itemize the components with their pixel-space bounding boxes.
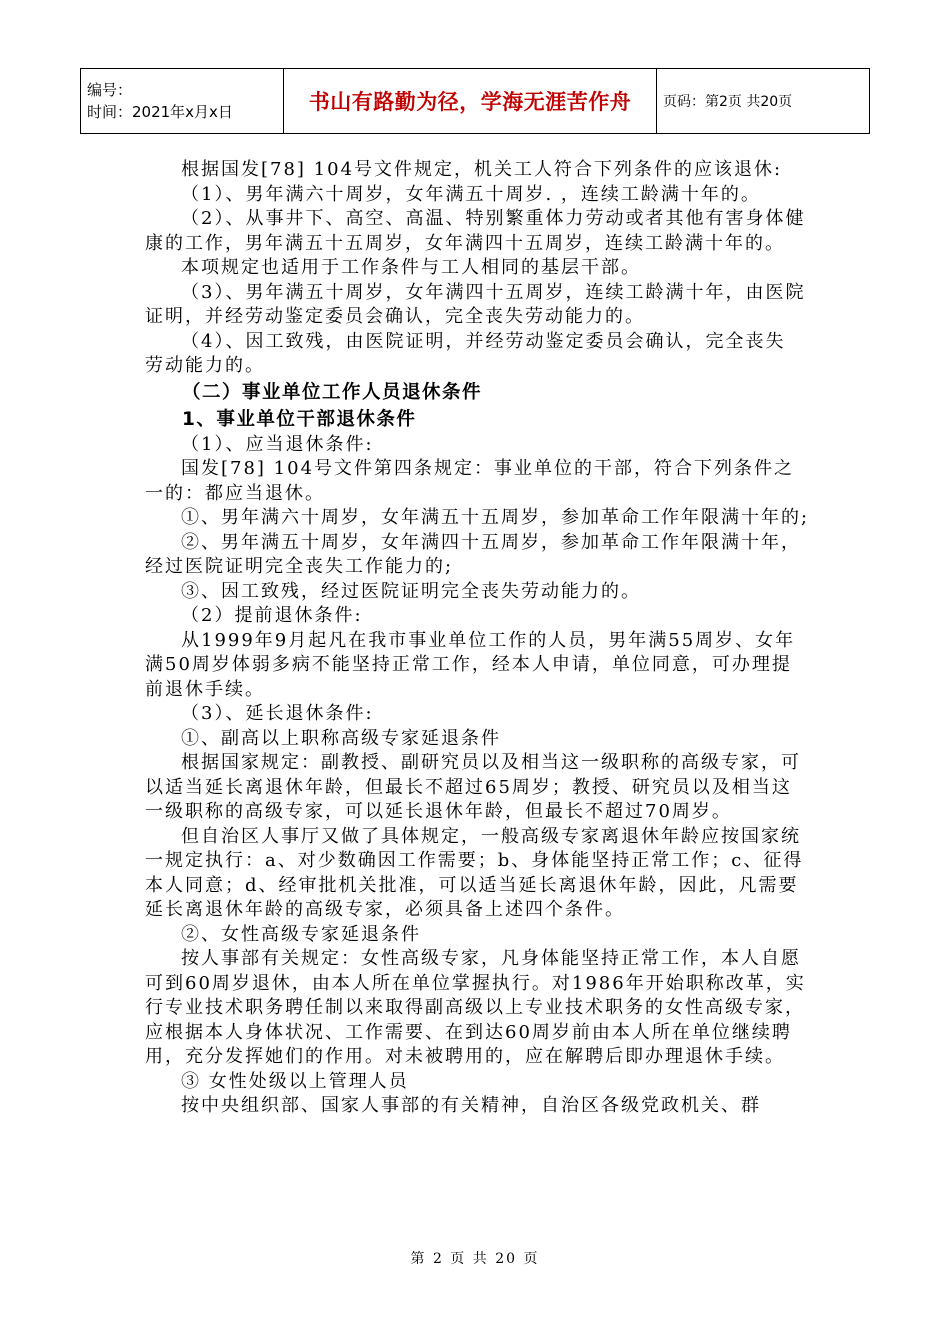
page-footer: 第 2 页 共 20 页 [410, 1251, 540, 1267]
body-paragraph: （3）、延长退休条件: [181, 703, 374, 724]
body-paragraph: ③、因工致残，经过医院证明完全丧失劳动能力的。 [181, 580, 641, 602]
body-paragraph: 本项规定也适用于工作条件与工人相同的基层干部。 [181, 257, 641, 278]
body-paragraph: ③ 女性处级以上管理人员 [181, 1070, 409, 1092]
document-number-label: 编号： [87, 81, 133, 99]
body-paragraph: 从1999年9月起凡在我市事业单位工作的人员，男年满55周岁、女年满50周岁体弱多病不能坚持正常工作，经本人申请，单位同意，可办理提前退休手续。 [145, 629, 796, 700]
body-paragraph: （2）提前退休条件: [181, 605, 363, 626]
body-paragraph: ②、女性高级专家延退条件 [181, 923, 421, 945]
body-paragraph: （1）、应当退休条件: [181, 433, 374, 455]
header-meta-cell [81, 69, 284, 134]
subsection-heading: 1、事业单位干部退休条件 [182, 408, 417, 430]
body-paragraph: ①、男年满六十周岁，女年满五十五周岁，参加革命工作年限满十年的; [181, 507, 810, 528]
document-header [80, 68, 870, 134]
header-motto: 书山有路勤为径，学海无涯苦作舟 [284, 69, 657, 134]
body-paragraph: （2）、从事井下、高空、高温、特别繁重体力劳动或者其他有害身体健康的工作，男年满五十五周岁，女年满四十五周岁，连续工龄满十年的。 [145, 208, 806, 254]
body-paragraph: 按中央组织部、国家人事部的有关精神，自治区各级党政机关、群 [181, 1095, 761, 1116]
document-body [145, 158, 810, 1119]
body-paragraph: （1）、男年满六十周岁，女年满五十周岁. ，连续工龄满十年的。 [181, 183, 761, 205]
body-paragraph: （4）、因工致残，由医院证明，并经劳动鉴定委员会确认，完全丧失 [181, 330, 786, 352]
body-paragraph: （3）、男年满五十周岁，女年满四十五周岁，连续工龄满十年，由医院证明，并经劳动鉴定委员会确认，完全丧失劳动能力的。 [145, 281, 806, 327]
body-paragraph: 根据国发[78] 104号文件规定，机关工人符合下列条件的应该退休: [181, 159, 783, 180]
header-page-info: 页码：第2页 共20页 [657, 69, 870, 134]
body-paragraph: ①、副高以上职称高级专家延退条件 [181, 727, 501, 749]
body-paragraph: ②、男年满五十周岁，女年满四十五周岁，参加革命工作年限满十年，经过医院证明完全丧失工作能力的; [145, 531, 801, 577]
body-paragraph: 按人事部有关规定：女性高级专家，凡身体能坚持正常工作，本人自愿可到60周岁退休，由本人所在单位掌握执行。对1986年开始职称改革，实行专业技术职务聘任制以来取得副高级以上专业技术职务的女性高级专家，应根据本人身体状况、工作需要、在到达60周岁前由本人所在单位继续聘用，充分发挥她们的作用。对未被聘用的，应在解聘后即办理退休手续。 [145, 948, 806, 1067]
body-paragraph: 国发[78] 104号文件第四条规定：事业单位的干部，符合下列条件之一的：都应当退休。 [145, 458, 795, 504]
body-paragraph: 但自治区人事厅又做了具体规定，一般高级专家离退休年龄应按国家统一规定执行：a、对少数确因工作需要；b、身体能坚持正常工作；c、征得本人同意；d、经审批机关批准，可以适当延长离退休年龄，因此，凡需要延长离退休年龄的高级专家，必须具备上述四个条件。 [145, 825, 804, 920]
section-heading: （二）事业单位工作人员退休条件 [182, 381, 483, 403]
document-time-label: 时间：2021年x月x日 [87, 103, 233, 121]
body-paragraph: 劳动能力的。 [145, 355, 265, 376]
body-paragraph: 根据国家规定：副教授、副研究员以及相当这一级职称的高级专家，可以适当延长离退休年龄，但最长不超过65周岁；教授、研究员以及相当这一级职称的高级专家，可以延长退休年龄，但最长不超过70周岁。 [145, 752, 801, 822]
